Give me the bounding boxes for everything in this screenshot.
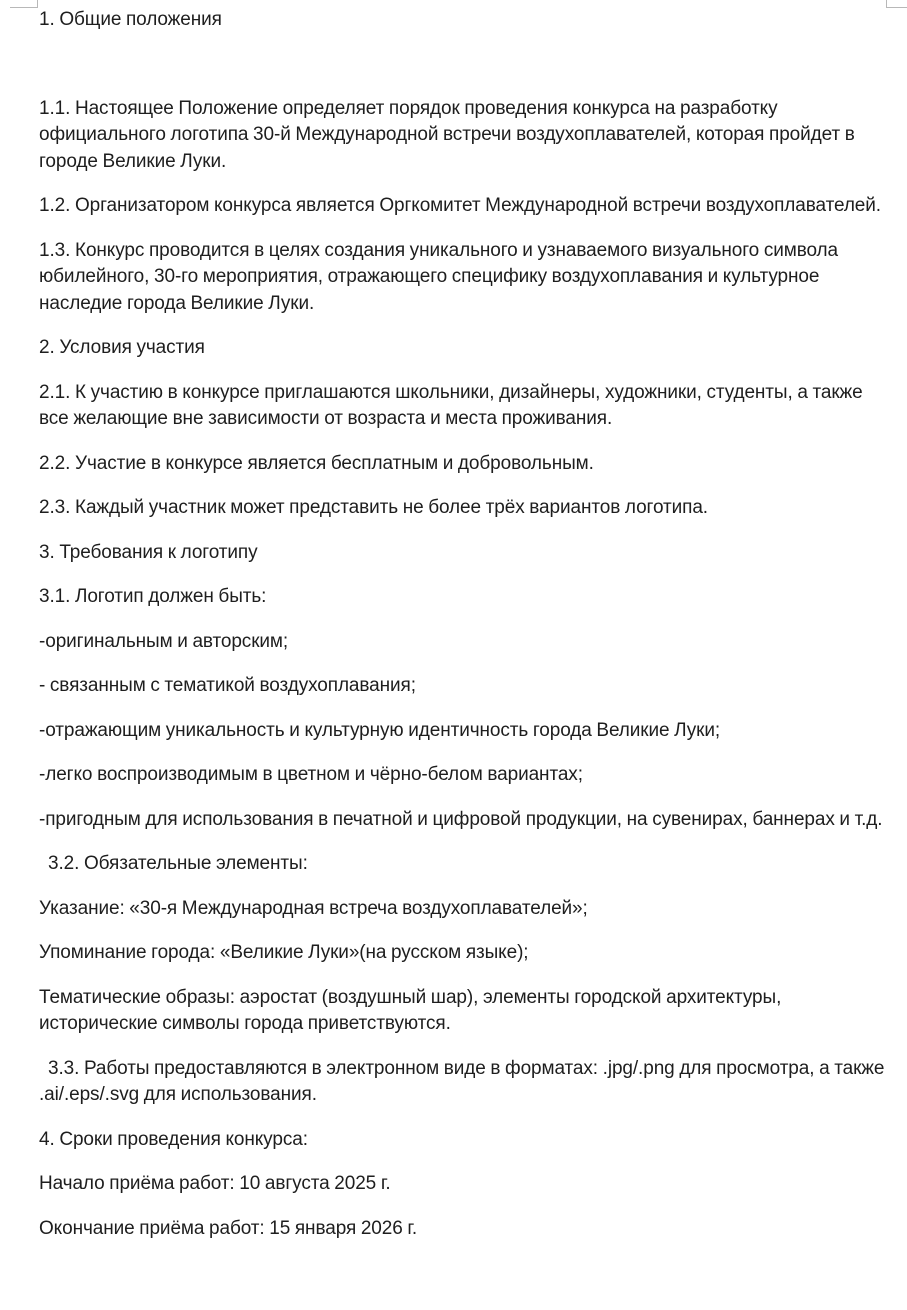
end-date-line: Окончание приёма работ: 15 января 2026 г. xyxy=(39,1217,418,1239)
requirement-item: -пригодным для использования в печатной и цифровой продукции, на сувенирах, баннерах и т.д. xyxy=(39,808,883,830)
requirement-item: -оригинальным и авторским; xyxy=(39,630,289,652)
start-date-line: Начало приёма работ: 10 августа 2025 г. xyxy=(39,1173,391,1194)
paragraph-1-1: 1.1. Настоящее Положение определяет порядок проведения конкурса на разработку официального логотипа 30-й Международной встречи воздухоплавателей, которая пройдет в городе Великие Луки. xyxy=(39,97,855,172)
paragraph-3-1: 3.1. Логотип должен быть: xyxy=(39,586,267,607)
requirement-item: - связанным с тематикой воздухоплавания; xyxy=(39,675,416,696)
mandatory-element-item: Указание: «30-я Международная встреча воздухоплавателей»; xyxy=(39,897,588,919)
requirement-item: -отражающим уникальность и культурную идентичность города Великие Луки; xyxy=(39,719,721,741)
page-corner-mark-top-left xyxy=(10,0,38,8)
document-body xyxy=(39,7,889,1260)
mandatory-element-item: Тематические образы: аэростат (воздушный шар), элементы городской архитектуры, исторические символы города приветствуются. xyxy=(39,986,782,1034)
page-corner-mark-top-right xyxy=(886,0,907,8)
paragraph-3-2: 3.2. Обязательные элементы: xyxy=(48,853,308,874)
paragraph-2-3: 2.3. Каждый участник может представить не более трёх вариантов логотипа. xyxy=(39,497,708,518)
section-heading-conditions: 2. Условия участия xyxy=(39,337,205,358)
paragraph-2-1: 2.1. К участию в конкурсе приглашаются школьники, дизайнеры, художники, студенты, а также все желающие вне зависимости от возраста и места проживания. xyxy=(39,381,863,429)
paragraph-1-2: 1.2. Организатором конкурса является Оргкомитет Международной встречи воздухоплавателей. xyxy=(39,195,881,216)
paragraph-3-3: 3.3. Работы предоставляются в электронном виде в форматах: .jpg/.png для просмотра, а также .ai/.eps/.svg для использования. xyxy=(39,1057,885,1105)
paragraph-1-3: 1.3. Конкурс проводится в целях создания уникального и узнаваемого визуального символа юбилейного, 30-го мероприятия, отражающего специфику воздухоплавания и культурное наследие города Великие Луки. xyxy=(39,239,838,314)
paragraph-2-2: 2.2. Участие в конкурсе является бесплатным и добровольным. xyxy=(39,452,594,474)
section-heading-general: 1. Общие положения xyxy=(39,9,222,30)
section-heading-timeline: 4. Сроки проведения конкурса: xyxy=(39,1128,308,1150)
requirement-item: -легко воспроизводимым в цветном и чёрно-белом вариантах; xyxy=(39,764,583,785)
mandatory-element-item: Упоминание города: «Великие Луки»(на русском языке); xyxy=(39,942,529,963)
section-heading-requirements: 3. Требования к логотипу xyxy=(39,541,258,563)
